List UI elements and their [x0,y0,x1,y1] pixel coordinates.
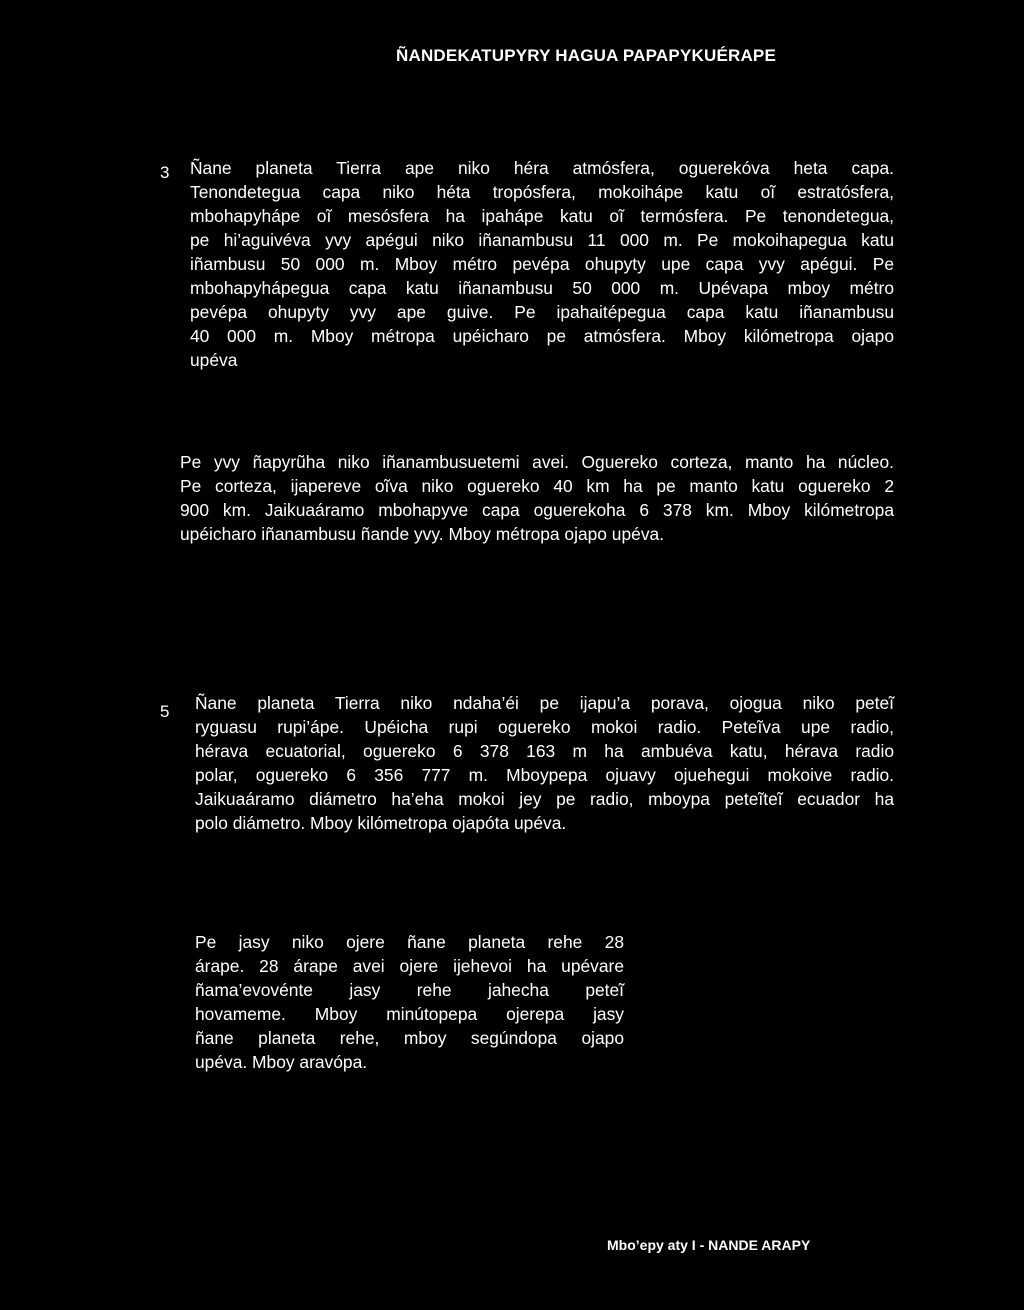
problem-number-3: 3 [160,163,170,182]
text-line: pe hi’aguivéva yvy apégui niko iñanambusu 11 000 m. Pe mokoihapegua katu [190,230,894,250]
text-line: iñambusu 50 000 m. Mboy métro pevépa ohupyty upe capa yvy apégui. Pe [190,254,894,274]
text-line: Pe jasy niko ojere ñane planeta rehe 28 [195,932,624,952]
text-line: Pe yvy ñapyrũha niko iñanambusuetemi avei. Oguereko corteza, manto ha núcleo. [180,452,894,472]
text-line: upéva [190,350,238,370]
text-line: Ñane planeta Tierra ape niko héra atmósfera, oguerekóva heta capa. [190,158,894,178]
text-line: Ñane planeta Tierra niko ndaha’éi pe ijapu’a porava, ojogua niko peteĩ [195,693,894,713]
problem-5-text [195,691,894,835]
problem-number-5: 5 [160,702,170,721]
text-line: hérava ecuatorial, oguereko 6 378 163 m ha ambuéva katu, hérava radio [195,741,894,761]
page-header-title: ÑANDEKATUPYRY HAGUA PAPAPYKUÉRAPE [396,46,777,65]
text-line: pevépa ohupyty yvy ape guive. Pe ipahaitépegua capa katu iñanambusu [190,302,894,322]
text-line: mbohapyhápe oĩ mesósfera ha ipahápe katu oĩ termósfera. Pe tenondetegua, [190,206,894,226]
problem-6-text [195,930,624,1074]
text-line: Pe corteza, ijapereve oĩva niko oguereko 40 km ha pe manto katu oguereko 2 [180,476,894,496]
problem-3-text [190,156,894,372]
text-line: ryguasu rupi’ápe. Upéicha rupi oguereko mokoi radio. Peteĩva upe radio, [195,717,894,737]
text-line: upéva. Mboy aravópa. [195,1052,368,1072]
text-line: polo diámetro. Mboy kilómetropa ojapóta upéva. [195,813,567,833]
text-line: 40 000 m. Mboy métropa upéicharo pe atmósfera. Mboy kilómetropa ojapo [190,326,894,346]
text-line: Jaikuaáramo diámetro ha’eha mokoi jey pe radio, mboypa peteĩteĩ ecuador ha [195,789,894,809]
text-line: ñama’evovénte jasy rehe jahecha peteĩ [195,980,624,1000]
text-line: mbohapyhápegua capa katu iñanambusu 50 000 m. Upévapa mboy métro [190,278,894,298]
text-line: upéicharo iñanambusu ñande yvy. Mboy métropa ojapo upéva. [180,524,665,544]
text-line: 900 km. Jaikuaáramo mbohapyve capa oguerekoha 6 378 km. Mboy kilómetropa [180,500,894,520]
text-line: árape. 28 árape avei ojere ijehevoi ha upévare [195,956,624,976]
text-line: ñane planeta rehe, mboy segúndopa ojapo [195,1028,624,1048]
text-line: hovameme. Mboy minútopepa ojerepa jasy [195,1004,624,1024]
text-line: Tenondetegua capa niko héta tropósfera, mokoihápe katu oĩ estratósfera, [190,182,894,202]
page-footer-title: Mbo’epy aty I - NANDE ARAPY [607,1237,811,1253]
problem-4-text [180,450,894,546]
text-line: polar, oguereko 6 356 777 m. Mboypepa ojuavy ojuehegui mokoive radio. [195,765,894,785]
